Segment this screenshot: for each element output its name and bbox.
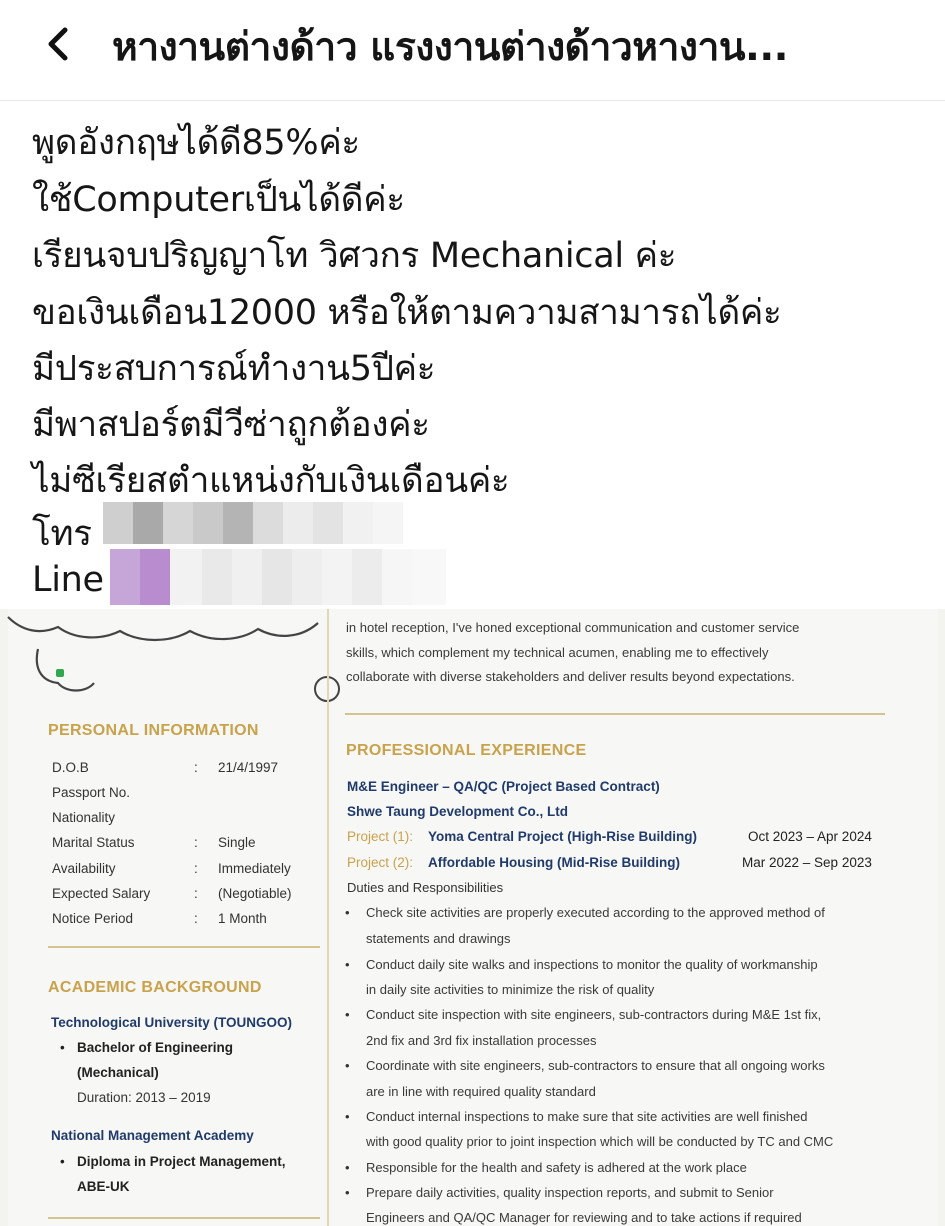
school-name: Technological University (TOUNGOO)	[51, 1015, 293, 1030]
section-rule	[345, 713, 885, 715]
message-line: พูดอังกฤษได้ดี85%ค่ะ	[32, 123, 360, 163]
section-rule	[48, 1217, 320, 1219]
experience-heading: PROFESSIONAL EXPERIENCE	[346, 742, 587, 759]
line-label: Line	[32, 560, 104, 600]
info-label: Nationality	[52, 810, 116, 825]
duty-line: Conduct internal inspections to make sure that site activities are well finished	[366, 1109, 808, 1124]
page-title: หางานต่างด้าว แรงงานต่างด้าวหางาน...	[112, 25, 788, 70]
duty-line: are in line with required quality standard	[366, 1084, 596, 1099]
personal-info-heading: PERSONAL INFORMATION	[48, 722, 259, 739]
duty-line: Check site activities are properly executed according to the approved method of	[366, 905, 825, 920]
info-value: Immediately	[218, 861, 291, 876]
phone-label: โทร	[32, 514, 92, 554]
project-name: Yoma Central Project (High-Rise Building)	[428, 829, 698, 844]
section-rule	[48, 946, 320, 948]
thought-bubble-shape	[0, 609, 345, 704]
duty-line: in daily site activities to minimize the risk of quality	[366, 982, 655, 997]
message-line: มีพาสปอร์ตมีวีซ่าถูกต้องค่ะ	[32, 405, 430, 445]
info-value: Single	[218, 835, 256, 850]
summary-line: skills, which complement my technical acumen, enabling me to effectively	[346, 645, 769, 660]
academic-heading: ACADEMIC BACKGROUND	[48, 979, 262, 996]
diploma-body: ABE-UK	[77, 1179, 130, 1194]
message-line: ใช้Computerเป็นได้ดีค่ะ	[32, 180, 405, 220]
degree-name: Bachelor of Engineering	[77, 1040, 234, 1055]
info-label: Availability	[52, 861, 116, 876]
bullet: •	[345, 905, 350, 920]
duty-line: statements and drawings	[366, 931, 511, 946]
duty-line: Engineers and QA/QC Manager for reviewing and to take actions if required	[366, 1210, 802, 1225]
duties-heading: Duties and Responsibilities	[347, 880, 504, 895]
project-name: Affordable Housing (Mid-Rise Building)	[428, 855, 680, 870]
degree-duration: Duration: 2013 – 2019	[77, 1090, 211, 1105]
duty-line: Conduct daily site walks and inspections to monitor the quality of workmanship	[366, 957, 818, 972]
info-value: 21/4/1997	[218, 760, 279, 775]
bullet: •	[345, 1160, 350, 1175]
info-value: 1 Month	[218, 911, 267, 926]
duty-line: Conduct site inspection with site engineers, sub-contractors during M&E 1st fix,	[366, 1007, 822, 1022]
info-colon: :	[194, 886, 198, 901]
project-prefix: Project (1):	[347, 829, 414, 844]
info-label: Marital Status	[52, 835, 135, 850]
bullet: •	[60, 1154, 65, 1169]
job-role: M&E Engineer – QA/QC (Project Based Contract)	[347, 779, 660, 794]
bullet: •	[345, 1007, 350, 1022]
bullet: •	[60, 1040, 65, 1055]
duty-line: 2nd fix and 3rd fix installation processes	[366, 1033, 597, 1048]
info-colon: :	[194, 911, 198, 926]
column-divider	[327, 609, 329, 1226]
info-colon: :	[194, 760, 198, 775]
post-message	[0, 101, 945, 609]
top-bar	[0, 0, 945, 101]
info-label: D.O.B	[52, 760, 89, 775]
chevron-left-icon	[38, 22, 82, 66]
duty-line: with good quality prior to joint inspection which will be conducted by TC and CMC	[366, 1134, 834, 1149]
bullet: •	[345, 1058, 350, 1073]
message-line: ไม่ซีเรียสตำแหน่งกับเงินเดือนค่ะ	[32, 461, 510, 501]
project-prefix: Project (2):	[347, 855, 414, 870]
duty-line: Responsible for the health and safety is adhered at the work place	[366, 1160, 747, 1175]
bullet: •	[345, 1185, 350, 1200]
message-line: มีประสบการณ์ทำงาน5ปีค่ะ	[32, 349, 436, 389]
back-button[interactable]	[38, 22, 82, 66]
project-dates: Oct 2023 – Apr 2024	[748, 829, 872, 844]
message-line: ขอเงินเดือน12000 หรือให้ตามความสามารถได้ค่ะ	[32, 293, 782, 333]
blurred-line-id	[110, 549, 466, 605]
diploma-name: Diploma in Project Management,	[77, 1154, 286, 1169]
bullet: •	[345, 957, 350, 972]
degree-field: (Mechanical)	[77, 1065, 159, 1080]
duty-line: Coordinate with site engineers, sub-contractors to ensure that all ongoing works	[366, 1058, 825, 1073]
bullet: •	[345, 1109, 350, 1124]
info-label: Expected Salary	[52, 886, 151, 901]
blurred-phone-number	[103, 502, 403, 544]
duty-line: Prepare daily activities, quality inspection reports, and submit to Senior	[366, 1185, 774, 1200]
school-name: National Management Academy	[51, 1128, 254, 1143]
info-colon: :	[194, 835, 198, 850]
info-label: Passport No.	[52, 785, 131, 800]
company-name: Shwe Taung Development Co., Ltd	[347, 804, 569, 819]
summary-line: in hotel reception, I've honed exceptional communication and customer service	[346, 620, 800, 635]
info-value: (Negotiable)	[218, 886, 292, 901]
message-line: เรียนจบปริญญาโท วิศวกร Mechanical ค่ะ	[32, 236, 677, 276]
project-dates: Mar 2022 – Sep 2023	[742, 855, 872, 870]
info-label: Notice Period	[52, 911, 134, 926]
summary-line: collaborate with diverse stakeholders and deliver results beyond expectations.	[346, 669, 795, 684]
resume-photo	[0, 609, 945, 1226]
info-colon: :	[194, 861, 198, 876]
